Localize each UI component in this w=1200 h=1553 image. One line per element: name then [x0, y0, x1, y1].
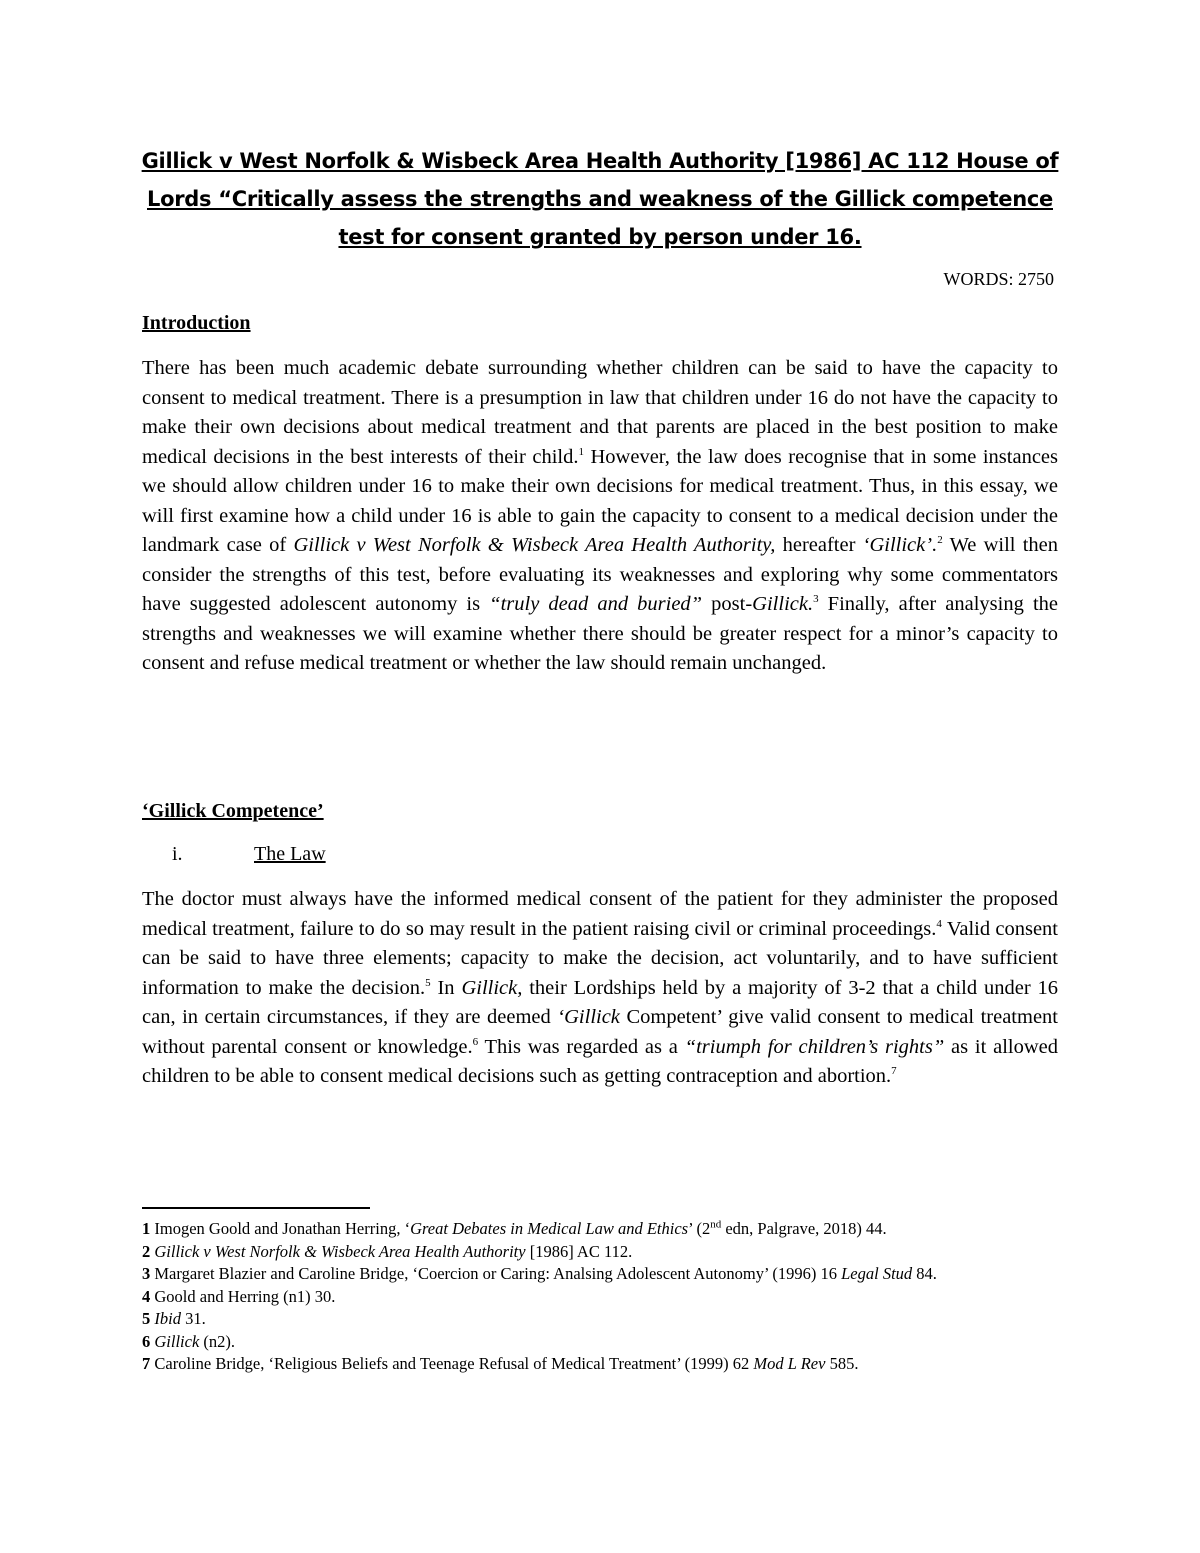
footnote-title: Gillick: [154, 1331, 200, 1351]
subsection-label: The Law: [254, 843, 326, 865]
footnotes: [142, 1218, 1062, 1376]
footnote-number: 2: [142, 1241, 151, 1261]
footnote-text: Imogen Goold and Jonathan Herring, ‘: [150, 1219, 411, 1238]
footnote-title: Ibid: [154, 1309, 181, 1328]
footnote-3: [142, 1263, 1062, 1286]
footnote-text: ’ (2: [688, 1219, 711, 1238]
law-text: This was regarded as a: [478, 1035, 685, 1058]
footnote-text: 84.: [912, 1264, 937, 1283]
footnote-1: [142, 1218, 1062, 1241]
subsection-number: i.: [172, 843, 183, 865]
law-text: their Lordships held by a majority of 3-2 that a child under 16 can, in certain circumstances, if they are deemed: [142, 976, 1059, 1028]
case-name: Gillick v West Norfolk & Wisbeck Area Health Authority,: [293, 534, 776, 556]
intro-text: post-: [702, 593, 753, 615]
intro-text: However, the law does recognise that in some instances we should allow children under 16 to make their own decisions for medical treatment. Thus, in this essay, we will first examine how a child under 16 is able to gain the capacity to consent to a medical decision under the landmark case of: [142, 445, 1058, 556]
footnote-ref: 3: [813, 593, 819, 606]
footnote-ref: 1: [578, 445, 584, 458]
footnote-text: edn, Palgrave, 2018) 44.: [721, 1219, 887, 1238]
footnote-number: 5: [142, 1309, 151, 1328]
footnote-text: 31.: [180, 1309, 206, 1328]
footnote-5: [142, 1308, 1062, 1331]
law-text: Competent’ give valid consent to medical treatment without parental consent or knowledge.: [142, 1006, 1058, 1058]
footnote-text: [1986] AC 112.: [525, 1241, 633, 1261]
footnote-title: Legal Stud: [841, 1264, 913, 1283]
footnote-4: [142, 1286, 1062, 1309]
footnote-ref: 6: [472, 1035, 479, 1048]
word-count: WORDS: 2750: [943, 269, 1054, 289]
footnote-separator: [142, 1207, 370, 1209]
case-short-name: ‘Gillick: [557, 1006, 620, 1028]
footnote-text: Margaret Blazier and Caroline Bridge, ‘Coercion or Caring: Analsing Adolescent Autonomy’ (1996) 16: [150, 1264, 842, 1283]
footnote-2: [142, 1241, 1062, 1264]
intro-text: Finally, after analysing the strengths and weaknesses we will examine whether there should be greater respect for a minor’s capacity to consent and refuse medical treatment or whether the law should remain unchanged.: [142, 593, 1058, 674]
intro-text: There has been much academic debate surrounding whether children can be said to have the capacity to consent to medical treatment. There is a presumption in law that children under 16 do not have the capacity to make their own decisions about medical treatment and that parents are placed in the best position to make medical decisions in the best interests of their child.: [142, 357, 1058, 468]
introduction-heading: Introduction: [142, 312, 251, 334]
law-text: as it allowed children to be able to consent medical decisions such as getting contraception and abortion.: [142, 1035, 1058, 1087]
law-text: The doctor must always have the informed medical consent of the patient for they administer the proposed medical treatment, failure to do so may result in the patient raising civil or criminal proceedings.: [142, 888, 1058, 940]
the-law-paragraph: [142, 885, 1058, 1092]
footnote-title: Great Debates in Medical Law and Ethics: [410, 1219, 689, 1238]
case-short-name: Gillick,: [461, 976, 523, 999]
footnote-number: 4: [142, 1286, 151, 1306]
footnote-ref: 5: [425, 976, 431, 989]
footnote-number: 7: [142, 1354, 151, 1373]
footnote-6: [142, 1331, 1062, 1354]
gillick-competence-heading: ‘Gillick Competence’: [142, 800, 324, 822]
quote: “truly dead and buried”: [489, 593, 703, 615]
case-short-name: Gillick.: [752, 593, 814, 615]
footnote-number: 1: [142, 1219, 151, 1238]
essay-title: Gillick v West Norfolk & Wisbeck Area Health Authority [1986] AC 112 House of Lords “Critically assess the strengths and weakness of the Gillick competence test for consent granted by person under 16.: [141, 149, 1059, 249]
footnote-text: Goold and Herring (n1) 30.: [150, 1286, 336, 1306]
footnote-ref: 2: [937, 534, 943, 547]
quote: “triumph for children’s rights”: [684, 1035, 945, 1058]
footnote-ordinal: nd: [710, 1218, 722, 1231]
introduction-paragraph: [142, 354, 1058, 679]
footnote-number: 6: [142, 1331, 151, 1351]
footnote-title: Mod L Rev: [753, 1354, 826, 1373]
footnote-ref: 4: [936, 917, 942, 930]
subsection-heading: [142, 840, 326, 868]
law-text: Valid consent can be said to have three elements; capacity to make the decision, act voluntarily, and to have sufficient information to make the decision.: [142, 917, 1058, 999]
footnote-ref: 7: [891, 1065, 897, 1078]
law-text: In: [430, 976, 462, 999]
footnote-text: Caroline Bridge, ‘Religious Beliefs and Teenage Refusal of Medical Treatment’ (1999) 62: [150, 1354, 754, 1373]
case-short-name: ‘Gillick’.: [862, 534, 938, 556]
intro-text: hereafter: [775, 534, 863, 556]
footnote-number: 3: [142, 1264, 151, 1283]
intro-text: We will then consider the strengths of this test, before evaluating its weaknesses and exploring why some commentators have suggested adolescent autonomy is: [142, 534, 1058, 615]
footnote-text: (n2).: [199, 1331, 236, 1351]
footnote-7: [142, 1353, 1062, 1376]
footnote-text: 585.: [825, 1354, 859, 1373]
footnote-title: Gillick v West Norfolk & Wisbeck Area Health Authority: [154, 1241, 526, 1261]
